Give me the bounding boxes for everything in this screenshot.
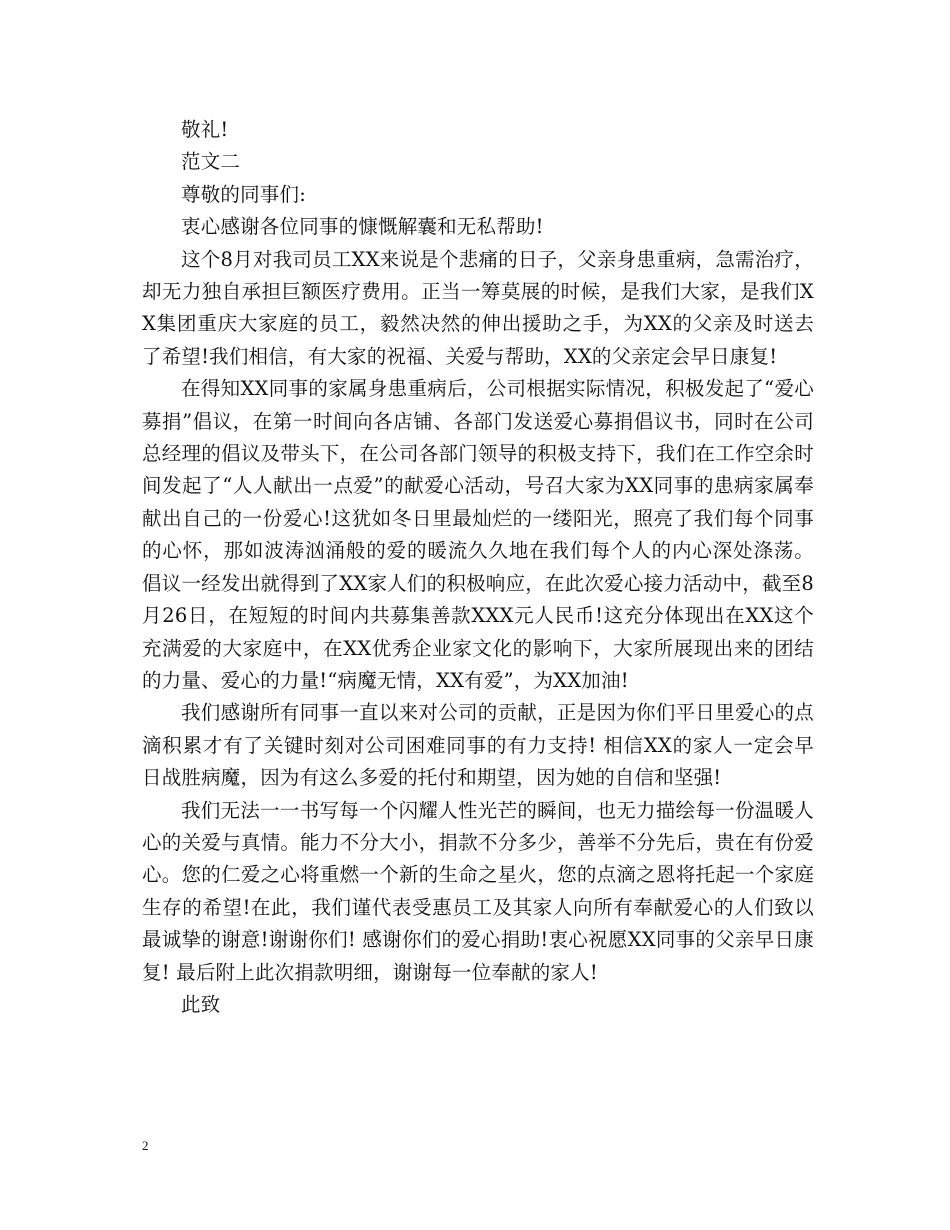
page-number: 2 <box>142 1138 149 1153</box>
section-heading: 范文二 <box>181 150 241 174</box>
thanks-line: 衷心感谢各位同事的慷慨解囊和无私帮助! <box>181 215 544 239</box>
body-paragraph-1: 这个8月对我司员工XX来说是个悲痛的日子，父亲身患重病，急需治疗，却无力独自承担巨额医疗费用。正当一筹莫展的时候，是我们大家，是我们XX集团重庆大家庭的员工，毅然决然的伸出援助之手，为XX的父亲及时送去了希望!我们相信，有大家的祝福、关爱与帮助，XX的父亲定会早日康复! <box>142 247 814 368</box>
closing-line: 此致 <box>181 992 221 1016</box>
closing-salute: 敬礼! <box>181 118 229 141</box>
body-paragraph-2: 在得知XX同事的家属身患重病后，公司根据实际情况，积极发起了“爱心募捐”倡议，在第一时间向各店铺、各部门发送爱心募捐倡议书，同时在公司总经理的倡议及带头下，在公司各部门领导的积极支持下，我们在工作空余时间发起了“人人献出一点爱”的献爱心活动，号召大家为XX同事的患病家属奉献出自己的一份爱心!这犹如冬日里最灿烂的一缕阳光，照亮了我们每个同事的心怀，那如波涛汹涌般的爱的暖流久久地在我们每个人的内心深处涤荡。 倡议一经发出就得到了XX家人们的积极响应，在此次爱心接力活动中，截至8月26日，在短短的时间内共募集善款XXX元人民币!这充分体现出在XX这个充满爱的大家庭中，在XX优秀企业家文化的影响下，大家所展现出来的团结的力量、爱心的力量!“病魔无情，XX有爱”，为XX加油! <box>142 377 821 692</box>
letter-body <box>142 114 821 1021</box>
body-paragraph-3: 我们感谢所有同事一直以来对公司的贡献，正是因为你们平日里爱心的点滴积累才有了关键时刻对公司困难同事的有力支持! 相信XX的家人一定会早日战胜病魔，因为有这么多爱的托付和期望，因为她的自信和坚强! <box>142 701 814 790</box>
body-paragraph-4: 我们无法一一书写每一个闪耀人性光芒的瞬间，也无力描绘每一份温暖人心的关爱与真情。能力不分大小，捐款不分多少，善举不分先后，贵在有份爱心。您的仁爱之心将重燃一个新的生命之星火，您的点滴之恩将托起一个家庭生存的希望!在此，我们谨代表受惠员工及其家人向所有奉献爱心的人们致以最诚挚的谢意!谢谢你们! 感谢你们的爱心捐助!衷心祝愿XX同事的父亲早日康复! 最后附上此次捐款明细，谢谢每一位奉献的家人! <box>142 798 814 984</box>
salutation: 尊敬的同事们: <box>181 182 306 206</box>
